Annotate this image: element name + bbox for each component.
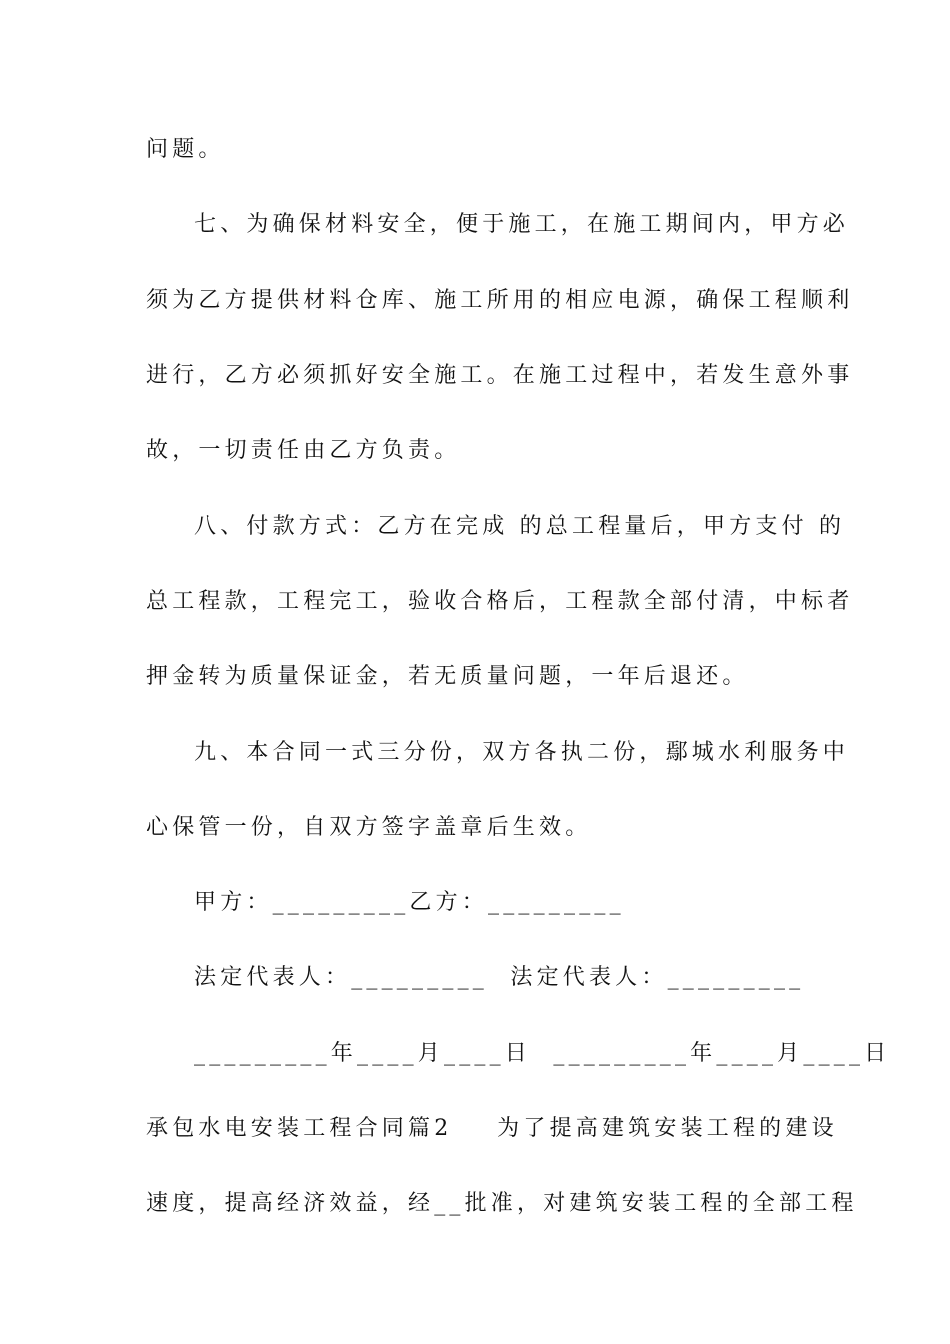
text-line: 押金转为质量保证金，若无质量问题，一年后退还。 bbox=[146, 664, 749, 689]
text-line: 问题。 bbox=[146, 137, 225, 162]
text-line: 心保管一份，自双方签字盖章后生效。 bbox=[146, 815, 592, 840]
text-line: 九、本合同一式三分份，双方各执二份，鄢城水利服务中 bbox=[194, 740, 850, 765]
text-line: 承包水电安装工程合同篇2 为了提高建筑安装工程的建设 bbox=[146, 1116, 838, 1141]
text-line: 七、为确保材料安全，便于施工，在施工期间内，甲方必 bbox=[194, 212, 850, 237]
signature-line: 法定代表人：_________ 法定代表人：_________ bbox=[194, 965, 805, 990]
signature-line: 甲方：_________乙方：_________ bbox=[194, 890, 625, 915]
date-line: _________年____月____日 _________年____月____日 bbox=[194, 1041, 891, 1066]
text-line: 速度，提高经济效益，经__批准，对建筑安装工程的全部工程 bbox=[146, 1191, 858, 1216]
text-line: 故，一切责任由乙方负责。 bbox=[146, 438, 461, 463]
text-line: 八、付款方式：乙方在完成 的总工程量后，甲方支付 的 bbox=[194, 514, 846, 539]
text-line: 进行，乙方必须抓好安全施工。在施工过程中，若发生意外事 bbox=[146, 363, 854, 388]
text-line: 须为乙方提供材料仓库、施工所用的相应电源，确保工程顺利 bbox=[146, 288, 854, 313]
text-line: 总工程款，工程完工，验收合格后，工程款全部付清，中标者 bbox=[146, 589, 854, 614]
